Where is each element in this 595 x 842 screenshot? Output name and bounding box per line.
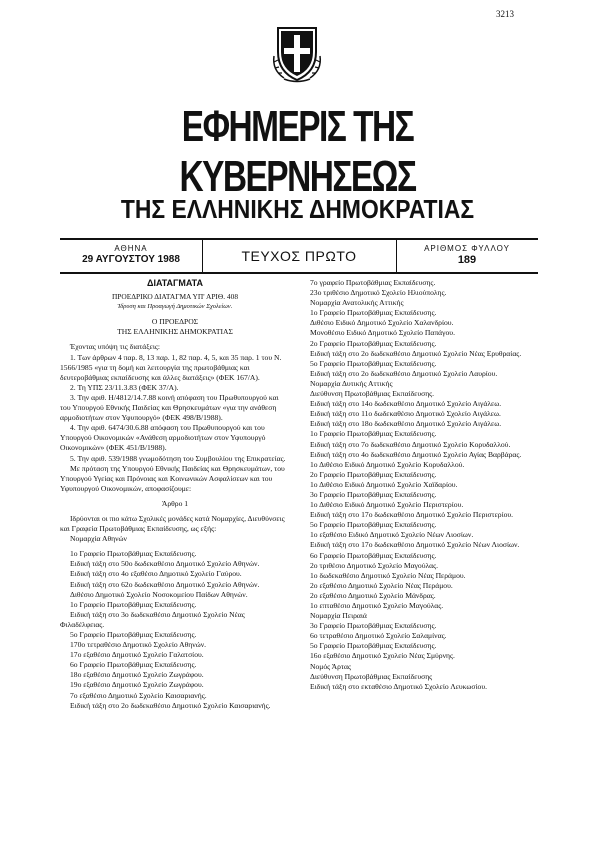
issue-type-cell — [202, 240, 396, 272]
list-item: 1ο Διθέσιο Ειδικό Δημοτικό Σχολείο Κορυδαλλού. — [310, 459, 465, 469]
list-item: 2ο Γραφείο Πρωτοβάθμιας Εκπαίδευσης. — [310, 469, 437, 479]
issue-type: ΤΕΥΧΟΣ ΠΡΩΤΟ — [241, 248, 357, 264]
list-item: 1ο δωδεκαθέσιο Δημοτικό Σχολείο Νέας Περάμου. — [310, 570, 466, 580]
president-line-2: ΤΗΣ ΕΛΛΗΝΙΚΗΣ ΔΗΜΟΚΡΑΤΙΑΣ — [117, 327, 233, 337]
consideration-item: 1. Των άρθρων 4 παρ. 8, 13 παρ. 1, 82 παρ. 4, 5, και 35 παρ. 1 του Ν. 1566/1985 «για τη δομή και λειτουργία της πρωτοβάθμιας και δευτεροβάθμιας εκπαίδευσης και άλλες διατάξεις» (ΦΕΚ 167/Α). — [60, 352, 282, 382]
left-column — [60, 278, 290, 711]
list-item: 5ο Γραφείο Πρωτοβάθμιας Εκπαίδευσης. — [310, 358, 437, 368]
list-item: 2ο τριθέσιο Δημοτικό Σχολείο Μαγούλας. — [310, 560, 439, 570]
list-item: 17ο εξαθέσιο Δημοτικό Σχολείο Γαλατσίου. — [70, 650, 204, 660]
list-item: Διεύθυνση Πρωτοβάθμιας Εκπαίδευσης. — [310, 389, 435, 399]
list-item: 1ο Διθέσιο Ειδικό Δημοτικό Σχολείο Χαϊδαρίου. — [310, 479, 458, 489]
list-item: Ειδική τάξη στο 17ο δωδεκαθέσιο Δημοτικό Σχολείο Περιστερίου. — [310, 510, 514, 520]
list-item: 1ο Γραφείο Πρωτοβάθμιας Εκπαίδευσης. — [70, 599, 197, 609]
list-item: Ειδική τάξη στο 4ο εξαθέσιο Δημοτικό Σχολείο Γαύρου. — [70, 569, 242, 579]
list-item: 5ο Γραφείο Πρωτοβάθμιας Εκπαίδευσης. — [310, 641, 437, 651]
list-item: 2ο εξαθέσιο Δημοτικό Σχολείο Νέας Περάμου. — [310, 580, 453, 590]
consideration-item: 5. Την αριθ. 539/1988 γνωμοδότηση του Συμβουλίου της Επικρατείας. — [70, 453, 286, 463]
issue-date-cell — [60, 240, 202, 272]
prefecture-heading: Νομός Άρτας — [310, 661, 351, 671]
list-item: Μονοθέσιο Ειδικό Δημοτικό Σχολείο Παπάγου. — [310, 328, 455, 338]
page-number: 3213 — [496, 9, 514, 19]
list-item: Ειδική τάξη στο 11ο δωδεκαθέσιο Δημοτικό Σχολείο Αιγάλεω. — [310, 409, 501, 419]
list-item: 1ο επταθέσιο Δημοτικό Σχολείο Μαγούλας. — [310, 601, 444, 610]
list-item: Διεύθυνση Πρωτοβάθμιας Εκπαίδευσης — [310, 671, 433, 681]
article-intro: Ιδρύονται οι πιο κάτω Σχολικές μονάδες κατά Νομαρχίες, Διευθύνσεις και Γραφεία Πρωτοβάθμιας Εκπαίδευσης, ως εξής: — [60, 513, 285, 534]
article-title: Άρθρο 1 — [161, 498, 189, 508]
consideration-item: 2. Τη ΥΠΣ 23/11.3.83 (ΦΕΚ 37/Α). — [70, 382, 179, 392]
section-title: ΔΙΑΤΑΓΜΑΤΑ — [146, 278, 204, 288]
list-item: 6ο Γραφείο Πρωτοβάθμιας Εκπαίδευσης. — [70, 660, 197, 670]
issue-date: 29 ΑΥΓΟΥΣΤΟΥ 1988 — [82, 254, 180, 265]
list-item: 6ο Γραφείο Πρωτοβάθμιας Εκπαίδευσης. — [310, 550, 437, 560]
list-item: 7ο γραφείο Πρωτοβάθμιας Εκπαίδευσης. — [310, 278, 436, 287]
right-column — [300, 278, 544, 692]
issue-info-box — [60, 238, 538, 274]
list-item: Ειδική τάξη στο 62ο δωδεκαθέσιο Δημοτικό Σχολείο Αθηνών. — [70, 579, 260, 589]
gazette-subtitle: ΤΗΣ ΕΛΛΗΝΙΚΗΣ ΔΗΜΟΚΡΑΤΙΑΣ — [120, 194, 475, 224]
issue-city: ΑΘΗΝΑ — [114, 244, 148, 253]
list-item: 1ο εξαθέσιο Ειδικό Δημοτικό Σχολείο Νέων Λιοσίων. — [310, 530, 474, 540]
list-item: 170ο τετραθέσιο Δημοτικό Σχολείο Αθηνών. — [70, 640, 207, 650]
gazette-title: ΕΦΗΜΕΡΙΣ ΤΗΣ ΚΥΒΕΡΝΗΣΕΩΣ — [179, 102, 416, 201]
list-item: 3ο Γραφείο Πρωτοβάθμιας Εκπαίδευσης. — [310, 489, 437, 499]
list-item: 1ο Γραφείο Πρωτοβάθμιας Εκπαίδευσης. — [310, 429, 437, 439]
prefecture-heading: Νομαρχία Αθηνών — [70, 534, 127, 544]
greek-coat-of-arms-icon — [270, 22, 324, 84]
sheet-number-cell — [396, 240, 538, 272]
list-item: Ειδική τάξη στο 7ο δωδεκαθέσιο Δημοτικό Σχολείο Κορυδαλλού. — [310, 439, 511, 449]
list-item: 18ο εξαθέσιο Δημοτικό Σχολείο Ζωγράφου. — [70, 670, 204, 680]
prefecture-heading: Νομαρχία Δυτικής Αττικής — [310, 378, 393, 388]
list-item: Ειδική τάξη στο 50ο δωδεκαθέσιο Δημοτικό Σχολείο Αθηνών. — [70, 559, 260, 569]
decree-title: ΠΡΟΕΔΡΙΚΟ ΔΙΑΤΑΓΜΑ ΥΠ' ΑΡΙΘ. 408 — [111, 292, 239, 302]
list-item: 19ο εξαθέσιο Δημοτικό Σχολείο Ζωγράφου. — [70, 680, 204, 690]
list-item: 16ο εξαθέσιο Δημοτικό Σχολείο Νέας Σμύρνης. — [310, 651, 455, 661]
list-item: Ειδική τάξη στο 2ο δωδεκαθέσιο Δημοτικό Σχολείο Λαυρίου. — [310, 368, 498, 378]
president-line-1: Ο ΠΡΟΕΔΡΟΣ — [151, 317, 199, 327]
list-item: 23ο τριθέσιο Δημοτικό Σχολείο Ηλιούπολης. — [310, 288, 447, 298]
list-item: 6ο τετραθέσιο Δημοτικό Σχολείο Σαλαμίνας. — [310, 631, 447, 641]
list-item: Ειδική τάξη στο 2ο δωδεκαθέσιο Δημοτικό Σχολείο Νέας Ερυθραίας. — [310, 348, 522, 358]
prefecture-heading: Νομαρχία Ανατολικής Αττικής — [310, 298, 404, 308]
list-item: 3ο Γραφείο Πρωτοβάθμιας Εκπαίδευσης. — [310, 621, 437, 631]
list-item: Διθέσιο Δημοτικό Σχολείο Νοσοκομείου Παίδων Αθηνών. — [70, 589, 248, 599]
list-item: Διθέσιο Ειδικό Δημοτικό Σχολείο Χαλανδρίου. — [310, 318, 454, 328]
list-item: 1ο Γραφείο Πρωτοβάθμιας Εκπαίδευσης. — [310, 308, 437, 318]
list-item: 2ο εξαθέσιο Δημοτικό Σχολείο Μάνδρας. — [310, 590, 436, 600]
list-item: 7ο εξαθέσιο Δημοτικό Σχολείο Καισαριανής. — [70, 690, 207, 700]
list-item: 1ο Διθέσιο Ειδικό Δημοτικό Σχολείο Περιστερίου. — [310, 500, 464, 510]
prefecture-heading: Νομαρχία Πειραιά — [310, 611, 367, 621]
decree-subtitle: Ίδρυση και Προαγωγή Δημοτικών Σχολείων. — [117, 303, 233, 311]
considerations-intro: Έχοντας υπόψη τις διατάξεις: — [70, 342, 161, 352]
proposal-paragraph: Με πρόταση της Υπουργού Εθνικής Παιδείας και Θρησκευμάτων, του Υπουργού Υγείας και Πρόνοιας και Κοινωνικών Ασφαλίσεων και του Υφυπουργού Οικονομικών, αποφασίζουμε: — [60, 463, 285, 493]
list-item: Ειδική τάξη στο 17ο δωδεκαθέσιο Δημοτικό Σχολείο Νέων Λιοσίων. — [310, 540, 520, 550]
list-item: Ειδική τάξη στο 14ο δωδεκαθέσιο Δημοτικό Σχολείο Αιγάλεω. — [310, 399, 502, 409]
list-item: Ειδική τάξη στο εκταθέσιο Δημοτικό Σχολείο Λευκωσίου. — [310, 681, 487, 691]
consideration-item: 3. Την αριθ. Η/4812/14.7.88 κοινή απόφαση του Πρωθυπουργού και του Υπουργού Εθνικής Παιδείας και Θρησκευμάτων «για την ανάθεση αρμοδιοτήτων στον Υφυπουργό» (ΦΕΚ 498/Β/1988). — [60, 392, 279, 423]
list-item: 2ο Γραφείο Πρωτοβάθμιας Εκπαίδευσης. — [310, 338, 437, 348]
list-item: Ειδική τάξη στο 2ο δωδεκαθέσιο Δημοτικό Σχολείο Καισαριανής. — [70, 700, 271, 710]
list-item: 5ο Γραφείο Πρωτοβάθμιας Εκπαίδευσης. — [310, 520, 437, 530]
list-item: Ειδική τάξη στο 4ο δωδεκαθέσιο Δημοτικό Σχολείο Αγίας Βαρβάρας. — [310, 449, 522, 459]
list-item: 1ο Γραφείο Πρωτοβάθμιας Εκπαίδευσης. — [70, 549, 197, 559]
list-item: Ειδική τάξη στο 3ο δωδεκαθέσιο Δημοτικό Σχολείο Νέας Φιλαδέλφειας. — [60, 609, 245, 629]
consideration-item: 4. Την αριθ. 6474/30.6.88 απόφαση του Πρωθυπουργού και του Υπουργού Οικονομικών «Ανάθεση αρμοδιοτήτων στον Υφυπουργό Οικονομικών» (ΦΕΚ 451/Β/1988). — [60, 423, 266, 453]
sheet-number: 189 — [457, 254, 477, 266]
list-item: Ειδική τάξη στο 18ο δωδεκαθέσιο Δημοτικό Σχολείο Αιγάλεω. — [310, 419, 502, 429]
list-item: 5ο Γραφείο Πρωτοβάθμιας Εκπαίδευσης. — [70, 630, 197, 639]
sheet-label: ΑΡΙΘΜΟΣ ΦΥΛΛΟΥ — [424, 244, 510, 253]
